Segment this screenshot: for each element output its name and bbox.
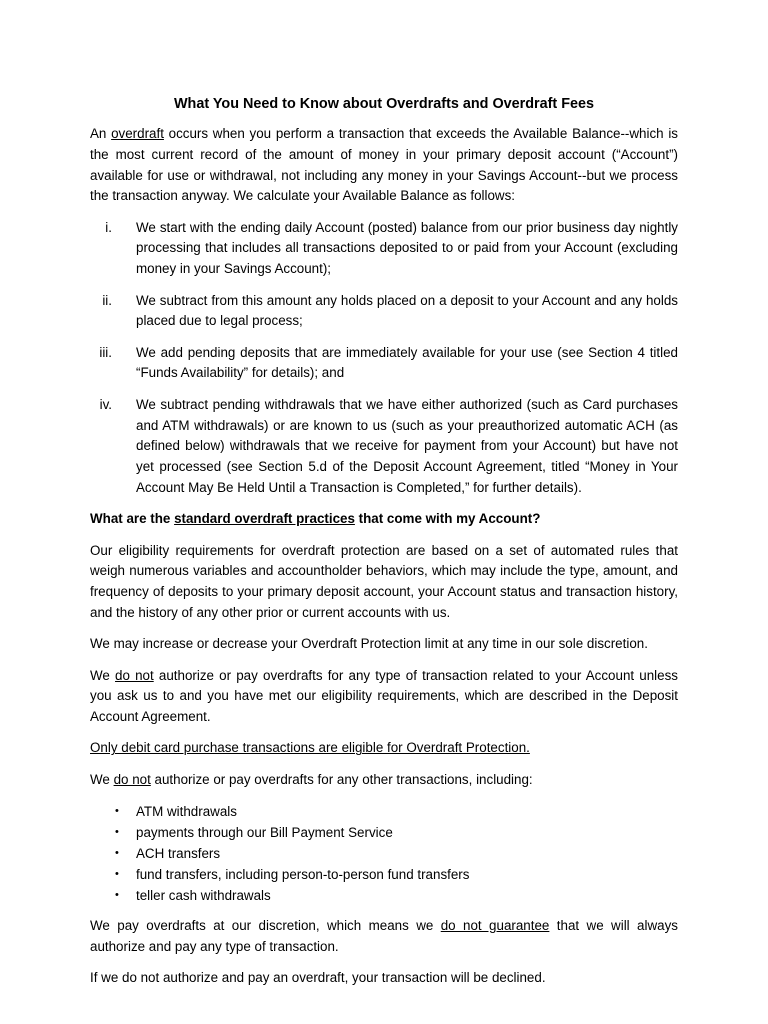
overdraft-term: overdraft [111, 126, 164, 141]
list-item-text: fund transfers, including person-to-person fund transfers [136, 867, 470, 883]
intro-text-rest: occurs when you perform a transaction that exceeds the Available Balance--which is the most current record of the amount of money in your primary deposit account (“Account”) available for use or withdrawal, not including any money in your Savings Account--but we process the transaction anyway. We calculate your Available Balance as follows: [90, 126, 678, 204]
list-item-number: iv. [99, 396, 112, 412]
standard-overdraft-practices-term: standard overdraft practices [174, 511, 355, 527]
list-item-text: payments through our Bill Payment Service [136, 825, 393, 841]
bullet-icon: • [115, 868, 119, 881]
do-not-emphasis: do not [113, 771, 151, 787]
list-item-text: We subtract pending withdrawals that we have either authorized (such as Card purchases and ATM withdrawals) or are known to us (such as your preauthorized automatic ACH (as defined below) withdrawals that we receive for payment from your Account) but have not yet processed (see Section 5.d of the Deposit Account Agreement, titled “Money in Your Account May Be Held Until a Transaction is Completed,” for further details). [136, 396, 678, 495]
discretion-text-rest: that we will always authorize and pay any type of transaction. [90, 918, 678, 954]
debit-only-text: Only debit card purchase transactions are eligible for Overdraft Protection. [90, 740, 530, 756]
balance-calculation-list [90, 218, 678, 499]
no-other-text-rest: authorize or pay overdrafts for any other transactions, including: [150, 771, 533, 787]
list-item-text: teller cash withdrawals [136, 888, 271, 904]
section-question [90, 509, 678, 530]
limit-paragraph: We may increase or decrease your Overdraft Protection limit at any time in our sole discretion. [90, 636, 648, 652]
list-item-number: iii. [99, 344, 112, 360]
list-item [90, 343, 678, 385]
do-not-emphasis: do not [115, 667, 154, 683]
list-item-number: i. [105, 219, 112, 235]
list-item-text: We add pending deposits that are immediately available for your use (see Section 4 titled “Funds Availability” for details); and [136, 344, 678, 381]
document-title: What You Need to Know about Overdrafts and Overdraft Fees [173, 96, 595, 112]
list-item-text: ACH transfers [136, 846, 221, 862]
list-item [90, 218, 678, 280]
do-not-guarantee-emphasis: do not guarantee [440, 918, 550, 934]
list-item [90, 291, 678, 333]
no-other-paragraph [90, 770, 678, 791]
no-authorization-paragraph [90, 666, 678, 728]
list-item-number: ii. [102, 292, 112, 308]
discretion-paragraph [90, 916, 678, 958]
question-text-end: that come with my Account? [354, 511, 541, 527]
no-auth-text-rest: authorize or pay overdrafts for any type of transaction related to your Account unless you ask us to and you have met our eligibility requirements, which are described in the Deposit Account Agreement. [90, 667, 678, 725]
excluded-transactions-list [90, 801, 678, 906]
discretion-text-start: We pay overdrafts at our discretion, which means we [90, 918, 441, 934]
bullet-icon: • [115, 826, 119, 839]
list-item [90, 822, 678, 843]
list-item [90, 395, 678, 499]
list-item [90, 885, 678, 906]
list-item-text: We subtract from this amount any holds placed on a deposit to your Account and any holds placed due to legal process; [136, 292, 678, 329]
list-item-text: ATM withdrawals [136, 804, 237, 820]
bullet-icon: • [115, 889, 119, 902]
no-other-text-start: We [90, 771, 114, 787]
declined-paragraph: If we do not authorize and pay an overdraft, your transaction will be declined. [90, 970, 546, 986]
eligibility-paragraph: Our eligibility requirements for overdraft protection are based on a set of automated rules that weigh numerous variables and accountholder behaviors, which may include the type, amount, and frequency of deposits to your primary deposit account, your Account status and transaction history, and the history of any other prior or current accounts with us. [90, 542, 678, 620]
list-item [90, 864, 678, 885]
intro-text-start: An [90, 126, 112, 141]
bullet-icon: • [115, 805, 119, 818]
list-item [90, 801, 678, 822]
question-text-start: What are the [90, 511, 175, 527]
debit-only-paragraph [90, 738, 678, 759]
list-item-text: We start with the ending daily Account (posted) balance from our prior business day nightly processing that includes all transactions deposited to or paid from your Account (excluding money in your Savings Account); [136, 219, 678, 277]
bullet-icon: • [115, 847, 119, 860]
list-item [90, 843, 678, 864]
no-auth-text-start: We [90, 667, 116, 683]
intro-paragraph [90, 124, 678, 207]
